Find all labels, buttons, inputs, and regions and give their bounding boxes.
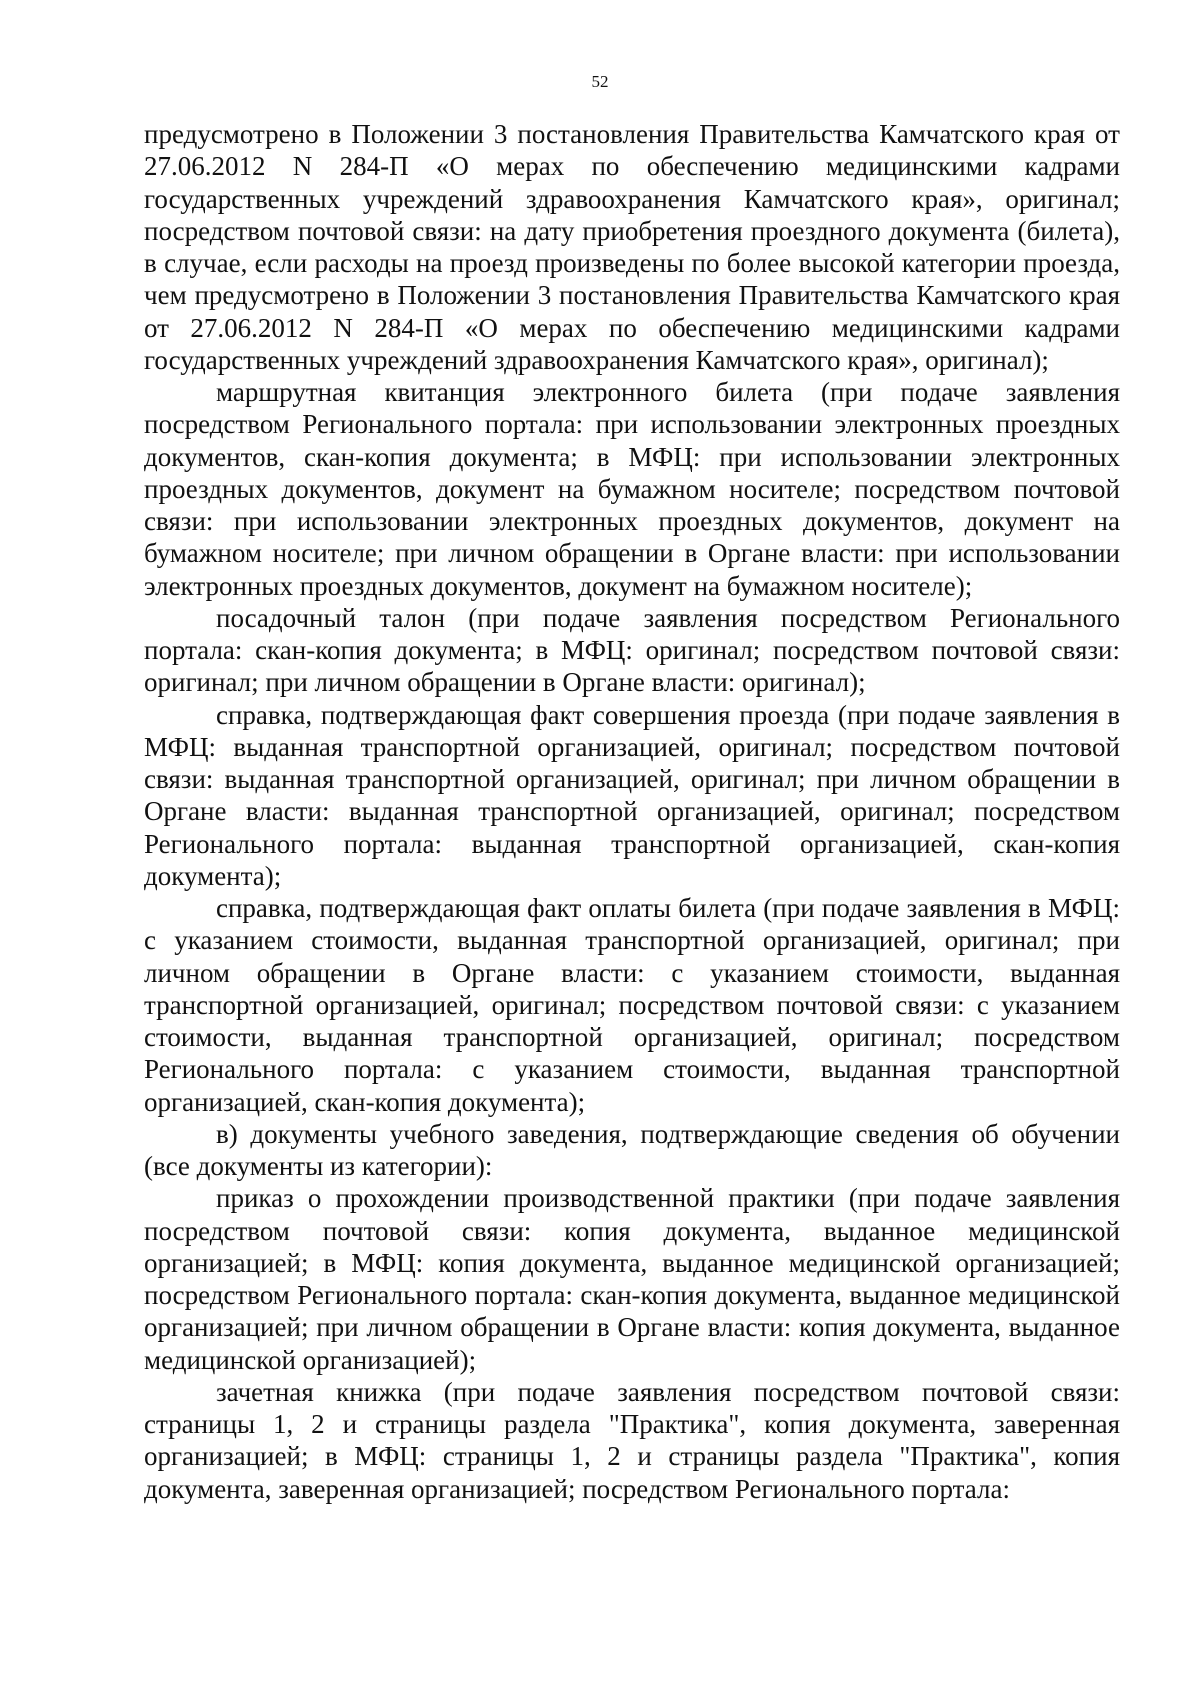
paragraph-education-documents: в) документы учебного заведения, подтверждающие сведения об обучении (все документы из категории):: [144, 1118, 1120, 1181]
document-body: [144, 118, 1120, 1505]
paragraph-practice-order: приказ о прохождении производственной практики (при подаче заявления посредством почтовой связи: копия документа, выданное медицинской организацией; в МФЦ: копия документа, выданное медицинской организацией; посредством Регионального портала: скан-копия документа, выданное медицинской организацией; при личном обращении в Органе власти: копия документа, выданное медицинской организацией);: [144, 1183, 1120, 1375]
paragraph-payment-certificate: справка, подтверждающая факт оплаты билета (при подаче заявления в МФЦ: с указанием стоимости, выданная транспортной организацией, оригинал; при личном обращении в Органе власти: с указанием стоимости, выданная транспортной организацией, оригинал; посредством почтовой связи: с указанием стоимости, выданная транспортной организацией, оригинал; посредством Регионального портала: с указанием стоимости, выданная транспортной организацией, скан-копия документа);: [144, 893, 1120, 1117]
paragraph-itinerary-receipt: маршрутная квитанция электронного билета (при подаче заявления посредством Регионального портала: при использовании электронных проездных документов, скан-копия документа; в МФЦ: при использовании электронных проездных документов, документ на бумажном носителе; посредством почтовой связи: при использовании электронных проездных документов, документ на бумажном носителе; при личном обращении в Органе власти: при использовании электронных проездных документов, документ на бумажном носителе);: [144, 377, 1120, 601]
page-number: 52: [591, 72, 609, 91]
paragraph-travel-certificate: справка, подтверждающая факт совершения проезда (при подаче заявления в МФЦ: выданная транспортной организацией, оригинал; посредством почтовой связи: выданная транспортной организацией, оригинал; при личном обращении в Органе власти: выданная транспортной организацией, оригинал; посредством Регионального портала: выданная транспортной организацией, скан-копия документа);: [144, 699, 1120, 891]
paragraph-record-book: зачетная книжка (при подаче заявления посредством почтовой связи: страницы 1, 2 и страницы раздела "Практика", копия документа, заверенная организацией; в МФЦ: страницы 1, 2 и страницы раздела "Практика", копия документа, заверенная организацией; посредством Регионального портала:: [144, 1376, 1120, 1504]
paragraph-continuation: предусмотрено в Положении 3 постановления Правительства Камчатского края от 27.06.2012 N 284-П «О мерах по обеспечению медицинскими кадрами государственных учреждений здравоохранения Камчатского края», оригинал; посредством почтовой связи: на дату приобретения проездного документа (билета), в случае, если расходы на проезд произведены по более высокой категории проезда, чем предусмотрено в Положении 3 постановления Правительства Камчатского края от 27.06.2012 N 284-П «О мерах по обеспечению медицинскими кадрами государственных учреждений здравоохранения Камчатского края», оригинал);: [144, 119, 1120, 375]
paragraph-boarding-pass: посадочный талон (при подаче заявления посредством Регионального портала: скан-копия документа; в МФЦ: оригинал; посредством почтовой связи: оригинал; при личном обращении в Органе власти: оригинал);: [144, 602, 1120, 698]
